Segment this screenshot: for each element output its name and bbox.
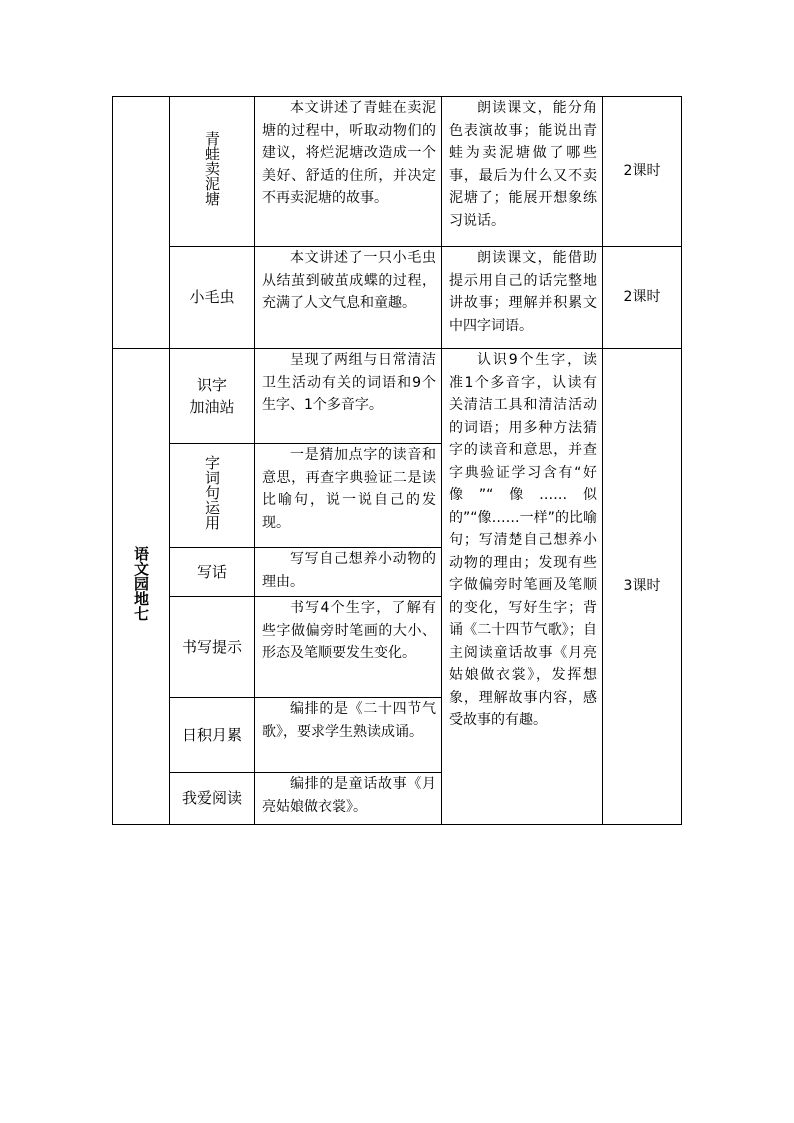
lesson-name-cell (170, 97, 255, 247)
teaching-plan-table (112, 96, 682, 825)
description-cell (255, 773, 442, 825)
lesson-goal: 朗读课文，能借助提示用自己的话完整地讲故事；理解并积累文中四字词语。 (449, 250, 597, 334)
description-cell (255, 698, 442, 773)
lesson-name: 青蛙卖泥塘 (203, 130, 221, 206)
section-name-cell (170, 597, 255, 698)
section-description: 写写自己想养小动物的理由。 (262, 551, 436, 590)
lesson-description: 本文讲述了青蛙在卖泥塘的过程中，听取动物们的建议，将烂泥塘改造成一个美好、舒适的住所，并决定不再卖泥塘的故事。 (262, 100, 436, 206)
garden-hours: 3课时 (623, 578, 661, 595)
table-row (113, 97, 682, 247)
table-row (113, 349, 682, 444)
section-name-cell (170, 698, 255, 773)
section-name-line1: 识字 (196, 375, 227, 394)
description-cell (255, 597, 442, 698)
description-cell (255, 548, 442, 597)
section-name: 日积月累 (181, 725, 242, 744)
section-name-cell (170, 548, 255, 597)
section-description: 编排的是《二十四节气歌》，要求学生熟读成诵。 (262, 701, 436, 740)
section-name-line2: 加油站 (189, 398, 235, 416)
section-name-cell (170, 444, 255, 548)
section-description: 编排的是童话故事《月亮姑娘做衣裳》。 (262, 776, 436, 815)
section-name-cell (170, 773, 255, 825)
goal-cell (442, 247, 603, 349)
description-cell (255, 444, 442, 548)
section-description: 一是猜加点字的读音和意思，再查字典验证二是读比喻句，说一说自己的发现。 (262, 447, 436, 531)
section-name-cell (170, 349, 255, 444)
lesson-name: 小毛虫 (189, 288, 235, 307)
hours-cell (603, 247, 682, 349)
lesson-name-cell (170, 247, 255, 349)
lesson-goal: 朗读课文，能分角色表演故事；能说出青蛙为卖泥塘做了哪些事，最后为什么又不卖泥塘了；能展开想象练习说话。 (449, 100, 597, 229)
goal-cell (442, 97, 603, 247)
section-description: 呈现了两组与日常清洁卫生活动有关的词语和9个生字、1个多音字。 (262, 352, 436, 413)
hours-cell (603, 97, 682, 247)
garden-goal: 认识9个生字，读准1个多音字，认读有关清洁工具和清洁活动的词语；用多种方法猜字的读音和意思，并查字典验证学习含有“好像”“像……似的”“像……一样”的比喻句；写清楚自己想养小动物的理由；发现有些字做偏旁时笔画及笔顺的变化，写好生字；背诵《二十四节气歌》；自主阅读童话故事《月亮姑娘做衣裳》，发挥想象，理解故事内容，感受故事的有趣。 (449, 352, 597, 728)
unit-cell-empty (113, 97, 170, 349)
garden-hours-cell (603, 349, 682, 825)
section-name: 我爱阅读 (181, 789, 242, 808)
unit-cell (113, 349, 170, 825)
section-name: 书写提示 (181, 637, 242, 656)
description-cell (255, 97, 442, 247)
lesson-description: 本文讲述了一只小毛虫从结茧到破茧成蝶的过程，充满了人文气息和童趣。 (262, 250, 436, 311)
description-cell (255, 247, 442, 349)
unit-title: 语文园地七 (132, 545, 150, 621)
section-name: 字词句运用 (203, 454, 221, 530)
section-name: 写话 (196, 562, 227, 581)
lesson-hours: 2课时 (623, 163, 661, 180)
description-cell (255, 349, 442, 444)
table-row (113, 247, 682, 349)
garden-goal-cell (442, 349, 603, 825)
lesson-hours: 2课时 (623, 289, 661, 306)
section-description: 书写4个生字，了解有些字做偏旁时笔画的大小、形态及笔顺要发生变化。 (262, 600, 436, 661)
